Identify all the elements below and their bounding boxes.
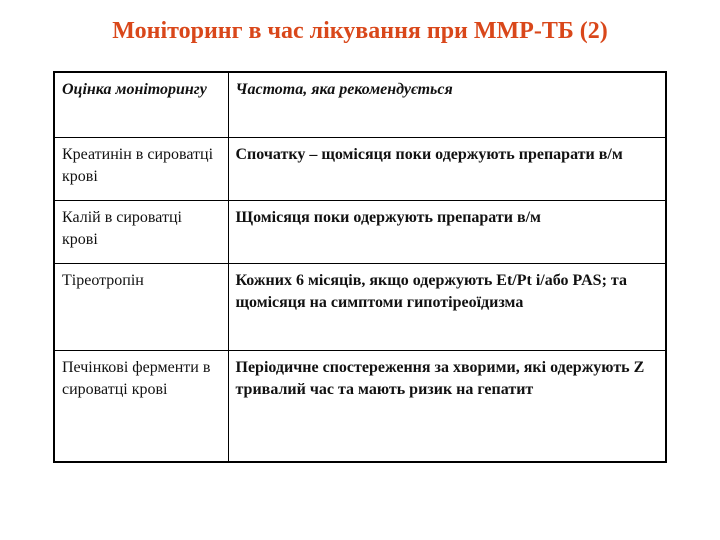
table-header-row (54, 72, 666, 138)
row-frequency-cell: Щомісяця поки одержують препарати в/м (228, 201, 666, 264)
row-assessment-cell: Тіреотропін (54, 264, 228, 351)
monitoring-table (53, 71, 667, 463)
row-frequency-cell: Спочатку – щомісяця поки одержують препарати в/м (228, 138, 666, 201)
row-assessment-cell: Креатинін в сироватці крові (54, 138, 228, 201)
table-row (54, 201, 666, 264)
table-row (54, 138, 666, 201)
table-row (54, 351, 666, 463)
header-assessment: Оцінка моніторингу (54, 72, 228, 138)
row-frequency-cell: Кожних 6 місяців, якщо одержують Et/Pt і/або PAS; та щомісяця на симптоми гипотіреоїдизма (228, 264, 666, 351)
slide-title: Моніторинг в час лікування при ММР-ТБ (2) (112, 18, 608, 44)
table-row (54, 264, 666, 351)
row-assessment-cell: Калій в сироватці крові (54, 201, 228, 264)
row-frequency-cell: Періодичне спостереження за хворими, які одержують Z тривалий час та мають ризик на гепатит (228, 351, 666, 463)
row-assessment-cell: Печінкові ферменти в сироватці крові (54, 351, 228, 463)
header-frequency: Частота, яка рекомендується (228, 72, 666, 138)
